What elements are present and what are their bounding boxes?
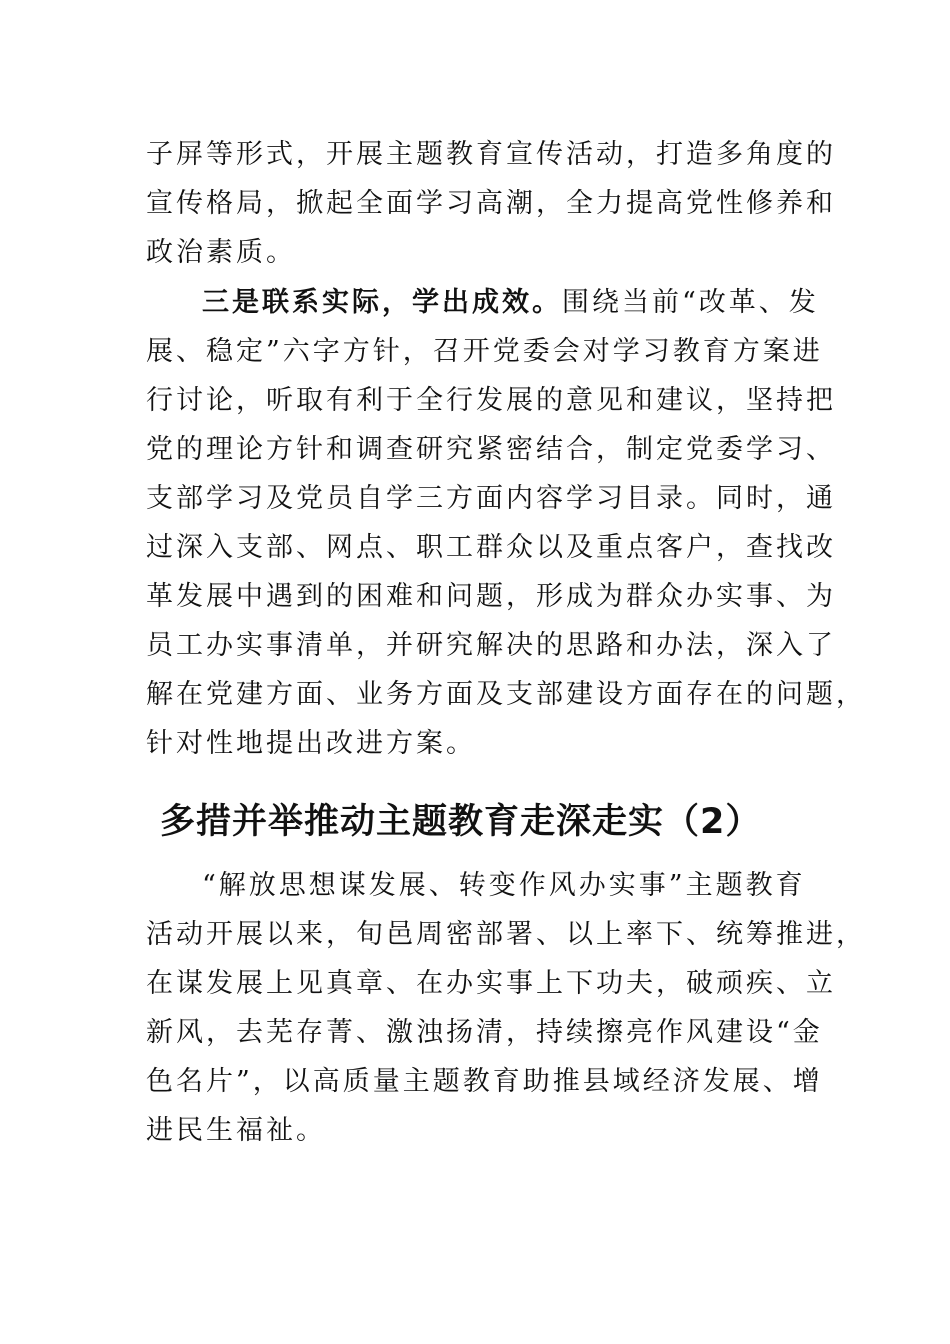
paragraph-2-line: 过深入支部、网点、职工群众以及重点客户，查找改 [146,532,836,563]
paragraph-2-line: 支部学习及党员自学三方面内容学习目录。同时，通 [146,483,836,514]
paragraph-2-line: 解在党建方面、业务方面及支部建设方面存在的问题， [146,679,866,710]
paragraph-2-line: 党的理论方针和调查研究紧密结合，制定党委学习、 [146,434,836,465]
paragraph-2-line: 员工办实事清单，并研究解决的思路和办法，深入了 [146,630,836,661]
paragraph-2-first-line-rest: 围绕当前“改革、发 [562,287,819,318]
paragraph-3-line: 活动开展以来，旬邑周密部署、以上率下、统筹推进， [146,919,866,950]
section-heading: 多措并举推动主题教育走深走实（2） [160,802,762,842]
paragraph-3-line: 进民生福祉。 [146,1115,326,1146]
paragraph-3 [146,861,866,1155]
paragraph-2 [146,278,866,768]
paragraph-3-first-line: “解放思想谋发展、转变作风办实事”主题教育 [202,870,806,901]
paragraph-1-line: 子屏等形式，开展主题教育宣传活动，打造多角度的 [146,139,836,170]
paragraph-3-line: 色名片”，以高质量主题教育助推县域经济发展、增 [146,1066,823,1097]
paragraph-3-line: 新风，去芜存菁、激浊扬清，持续擦亮作风建设“金 [146,1017,823,1048]
paragraph-2-line: 革发展中遇到的困难和问题，形成为群众办实事、为 [146,581,836,612]
paragraph-1 [146,130,836,277]
paragraph-2-line: 行讨论，听取有利于全行发展的意见和建议，坚持把 [146,385,836,416]
paragraph-1-line: 政治素质。 [146,237,296,268]
paragraph-3-line: 在谋发展上见真章、在办实事上下功夫，破顽疾、立 [146,968,836,999]
paragraph-2-lead: 三是联系实际，学出成效。 [202,287,562,318]
paragraph-2-first-line [146,278,836,327]
paragraph-1-line: 宣传格局，掀起全面学习高潮，全力提高党性修养和 [146,188,836,219]
paragraph-2-line: 展、稳定”六字方针，召开党委会对学习教育方案进 [146,336,823,367]
paragraph-2-line: 针对性地提出改进方案。 [146,728,476,759]
